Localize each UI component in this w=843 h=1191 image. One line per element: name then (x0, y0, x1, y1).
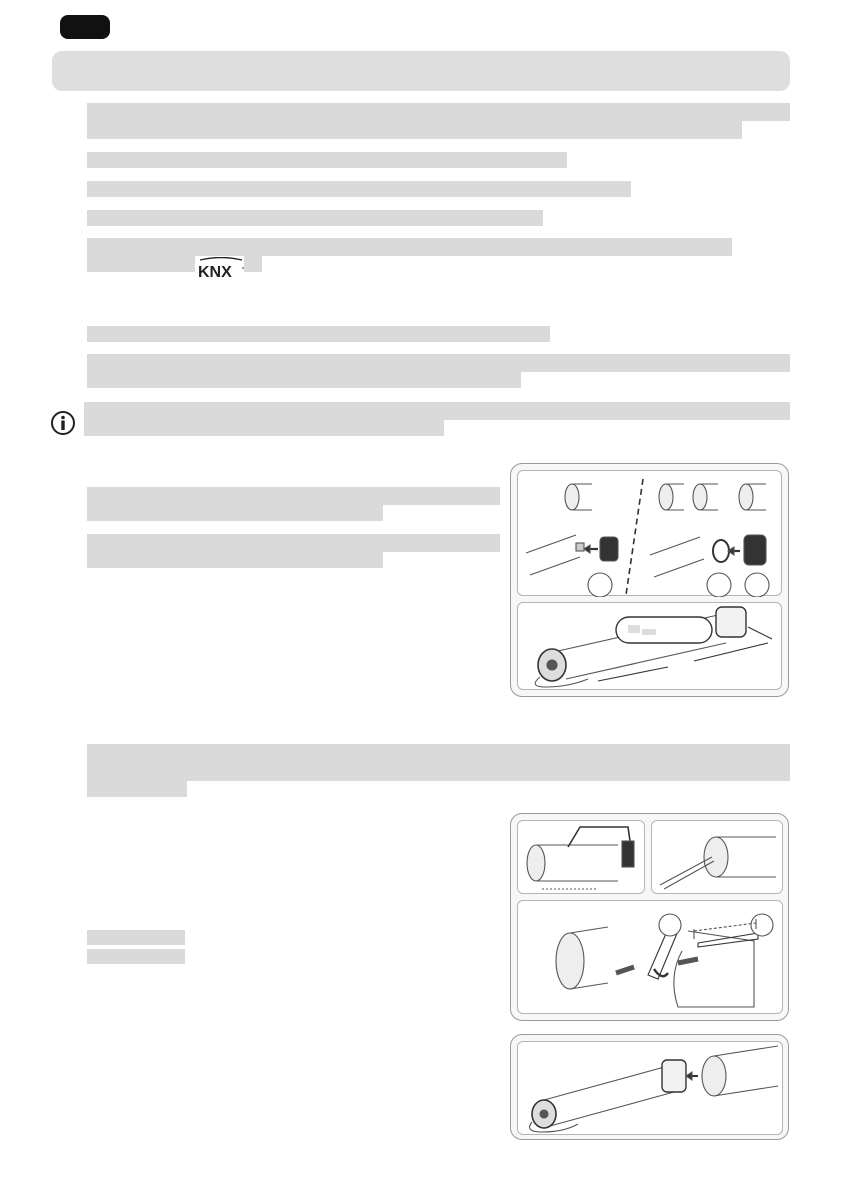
svg-text:KNX: KNX (198, 264, 232, 281)
label-b (87, 949, 185, 964)
figure-adapters-top (517, 470, 782, 596)
paragraph-3 (87, 181, 631, 197)
figure-tube-drill (651, 820, 783, 894)
figure-adapters-bottom (517, 602, 782, 690)
figure-motor-insert-inner (517, 1041, 783, 1135)
paragraph-6 (87, 326, 550, 342)
paragraph-2 (87, 152, 567, 168)
figure-tube-saw (517, 820, 645, 894)
language-badge (60, 15, 110, 39)
figure-tube-prep (510, 813, 789, 1021)
section-header (52, 51, 790, 91)
figure-tube-insert (517, 900, 783, 1014)
figure-motor-insert (510, 1034, 789, 1140)
figure-adapters (510, 463, 789, 697)
info-icon (50, 410, 76, 436)
paragraph-4 (87, 210, 543, 226)
knx-logo (196, 257, 246, 281)
label-a (87, 930, 185, 945)
